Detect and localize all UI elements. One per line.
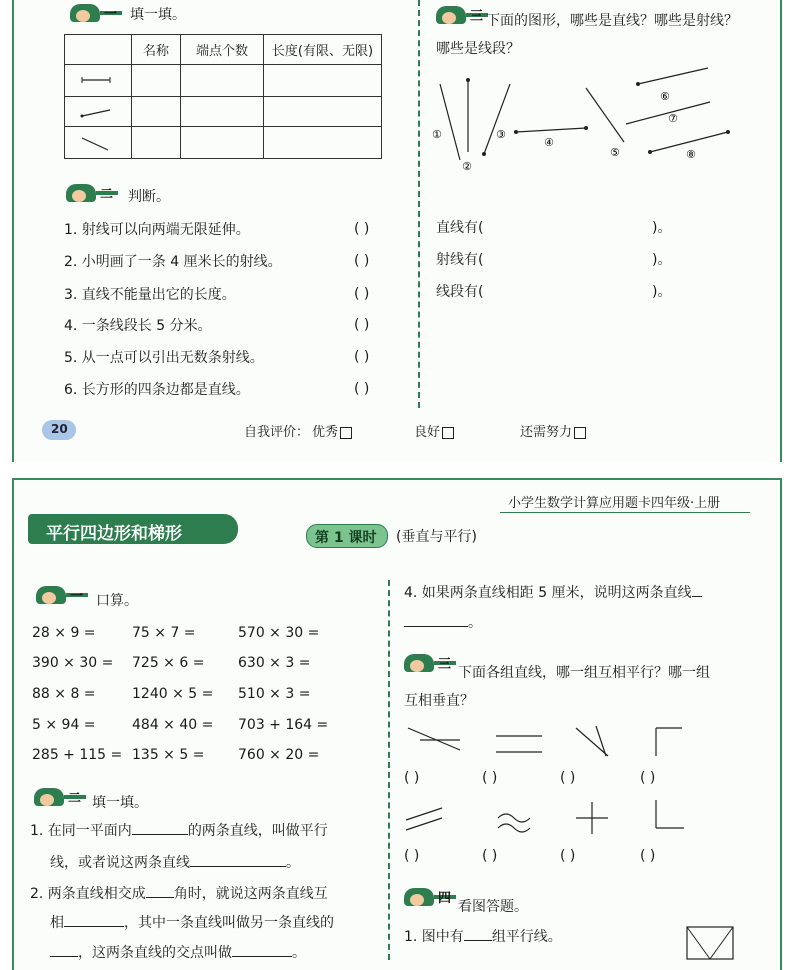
self-eval-label: 自我评价： [244, 425, 310, 440]
fig-label: ① [432, 128, 442, 141]
answer-segment-end: )。 [652, 284, 672, 300]
judge-item-2: 2. 小明画了一条 4 厘米长的射线。 [64, 254, 282, 270]
section-badge-3: 三 [436, 4, 490, 26]
fig-label: ⑤ [610, 146, 620, 159]
calc-item: 760 × 20 = [238, 747, 320, 763]
answer-line-end: )。 [652, 220, 672, 236]
unit-title-banner: 平行四边形和梯形 [28, 514, 238, 544]
fill-q2-line2: 相 ，其中一条直线叫做另一条直线的 [50, 915, 334, 931]
fig-label: ⑥ [660, 90, 670, 103]
calc-item: 28 × 9 = [32, 625, 96, 641]
section-title-lines: 下面的图形，哪些是直线？哪些是射线？ [486, 13, 738, 29]
column-divider [418, 0, 420, 408]
answer-line-label: 直线有( [436, 220, 484, 236]
calc-item: 1240 × 5 = [132, 686, 214, 702]
judge-item-3: 3. 直线不能量出它的长度。 [64, 287, 236, 303]
section-title-parallel-2: 互相垂直？ [404, 693, 474, 709]
q4-line2: 。 [404, 614, 482, 632]
q4-line1: 4. 如果两条直线相距 5 厘米，说明这两条直线 [404, 584, 702, 602]
lesson-topic: (垂直与平行) [396, 529, 477, 545]
calc-item: 88 × 8 = [32, 686, 96, 702]
pair-answer[interactable]: ( ) [482, 770, 498, 786]
header-rule [500, 512, 750, 513]
fill-q1-line2: 线，或者说这两条直线 。 [50, 855, 300, 871]
section-badge-b3: 三 [404, 652, 458, 674]
fig-label: ③ [496, 128, 506, 141]
figure-question: 1. 图中有 组平行线。 [404, 929, 562, 945]
answer-blank[interactable]: ( ) [354, 349, 370, 365]
section-title-fill: 填一填。 [130, 7, 186, 23]
calc-item: 484 × 40 = [132, 717, 214, 733]
lesson-badge: 第 1 课时 [306, 524, 388, 548]
pair-answer[interactable]: ( ) [404, 848, 420, 864]
section-badge-b1: 一 [36, 584, 90, 606]
line-type-table: 名称 端点个数 长度(有限、无限) [64, 34, 382, 159]
fill-q1-line1: 1. 在同一平面内 的两条直线，叫做平行 [30, 823, 328, 839]
answer-blank[interactable]: ( ) [354, 317, 370, 333]
section-badge-b2: 二 [34, 786, 88, 808]
page-gap [0, 462, 790, 478]
section-badge-2: 二 [66, 182, 120, 204]
calc-item: 135 × 5 = [132, 747, 205, 763]
judge-item-4: 4. 一条线段长 5 分米。 [64, 318, 212, 334]
calc-item: 5 × 94 = [32, 717, 96, 733]
figure-envelope [686, 926, 736, 960]
fill-q2-line1: 2. 两条直线相交成 角时，就说这两条直线互 [30, 886, 328, 902]
pair-answer[interactable]: ( ) [640, 848, 656, 864]
section-badge-b4: 四 [404, 886, 458, 908]
column-divider-bottom [388, 580, 390, 960]
table-line-figures [64, 64, 128, 160]
fig-label: ⑦ [668, 112, 678, 125]
line-figures [428, 62, 768, 182]
answer-blank[interactable]: ( ) [354, 253, 370, 269]
fill-q2-line3: ，这两条直线的交点叫做 。 [50, 944, 306, 962]
section-title-figure: 看图答题。 [458, 899, 528, 915]
judge-item-5: 5. 从一点可以引出无数条射线。 [64, 350, 264, 366]
answer-blank[interactable]: ( ) [354, 221, 370, 237]
calc-item: 630 × 3 = [238, 655, 311, 671]
calc-item: 725 × 6 = [132, 655, 205, 671]
section-title-lines-2: 哪些是线段？ [436, 41, 520, 57]
section-title-fill-b: 填一填。 [92, 795, 148, 811]
self-eval-excellent[interactable]: 优秀 [312, 424, 352, 442]
book-header: 小学生数学计算应用题卡四年级·上册 [508, 496, 721, 511]
page-number: 20 [42, 420, 76, 440]
pair-answer[interactable]: ( ) [482, 848, 498, 864]
answer-blank[interactable]: ( ) [354, 286, 370, 302]
calc-item: 510 × 3 = [238, 686, 311, 702]
self-eval-good[interactable]: 良好 [414, 424, 454, 442]
pair-answer[interactable]: ( ) [640, 770, 656, 786]
calc-item: 75 × 7 = [132, 625, 196, 641]
judge-item-1: 1. 射线可以向两端无限延伸。 [64, 222, 250, 238]
judge-item-6: 6. 长方形的四条边都是直线。 [64, 382, 250, 398]
calc-item: 703 + 164 = [238, 717, 329, 733]
section-title-judge: 判断。 [128, 189, 170, 205]
pair-answer[interactable]: ( ) [560, 848, 576, 864]
section-title-parallel: 下面各组直线，哪一组互相平行？哪一组 [458, 665, 710, 681]
answer-ray-end: )。 [652, 252, 672, 268]
calc-item: 390 × 30 = [32, 655, 114, 671]
fig-label: ② [462, 160, 472, 173]
pair-answer[interactable]: ( ) [560, 770, 576, 786]
section-badge-1: 一 [70, 2, 124, 24]
self-eval-improve[interactable]: 还需努力 [520, 424, 586, 442]
fig-label: ④ [544, 136, 554, 149]
answer-ray-label: 射线有( [436, 252, 484, 268]
calc-item: 285 + 115 = [32, 747, 123, 763]
pair-answer[interactable]: ( ) [404, 770, 420, 786]
fig-label: ⑧ [686, 148, 696, 161]
answer-blank[interactable]: ( ) [354, 381, 370, 397]
answer-segment-label: 线段有( [436, 284, 484, 300]
calc-item: 570 × 30 = [238, 625, 320, 641]
section-title-calc: 口算。 [96, 593, 138, 609]
